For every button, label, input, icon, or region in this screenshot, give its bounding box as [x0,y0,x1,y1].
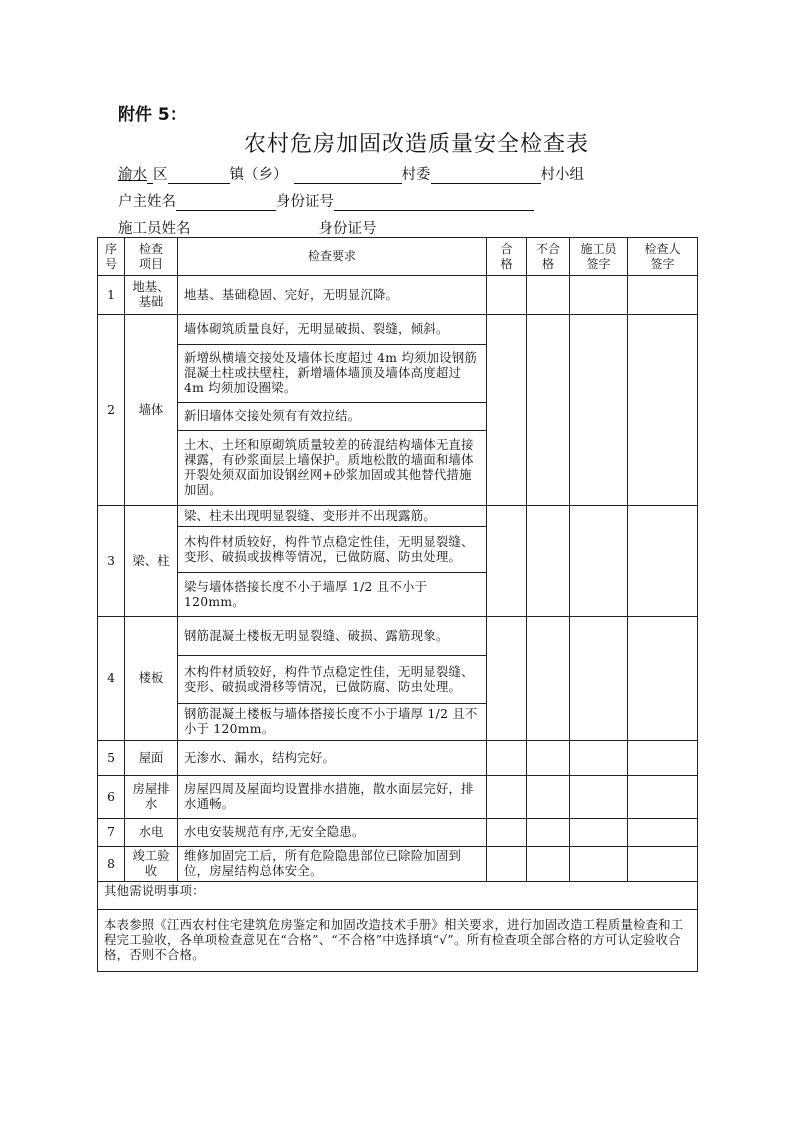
table-row [98,506,698,527]
row-item: 屋面 [125,741,178,776]
col-header-requirements: 检查要求 [178,238,487,276]
owner-name-field[interactable] [176,194,276,211]
row-item: 梁、柱 [125,506,178,617]
pass-cell[interactable] [487,276,527,315]
table-row [98,819,698,847]
row-requirement: 墙体砌筑质量良好，无明显破损、裂缝，倾斜。 [178,315,487,345]
col-header-fail: 不合 格 [527,238,570,276]
table-row [98,315,698,345]
inspector-sign-cell[interactable] [628,617,698,741]
town-label: 镇（乡） [229,167,288,183]
row-requirement: 新增纵横墙交接处及墙体长度超过 4m 均须加设钢筋混凝土柱或扶壁柱，新增墙体墙顶及墙体高度超过 4m 均须加设圈梁。 [178,345,487,403]
builder-name-field[interactable] [191,221,319,238]
inspector-sign-cell[interactable] [628,776,698,819]
row-requirement: 木构件材质较好，构件节点稳定性佳，无明显裂缝、变形、破损或拔榫等情况，已做防腐、防虫处理。 [178,527,487,573]
builder-sign-cell[interactable] [570,315,628,506]
row-requirement: 房屋四周及屋面均设置排水措施，散水面层完好，排水通畅。 [178,776,487,819]
owner-name-label: 户主姓名 [118,194,176,210]
inspector-sign-cell[interactable] [628,506,698,617]
footnote-row [98,910,698,972]
footnote-text: 本表参照《江西农村住宅建筑危房鉴定和加固改造技术手册》相关要求，进行加固改造工程质量检查和工程完工验收，各单项检查意见在“合格”、“不合格”中选择填“√”。所有检查项全部合格的方可认定验收合格，否则不合格。 [98,910,698,972]
fail-cell[interactable] [527,776,570,819]
row-requirement: 梁与墙体搭接长度不小于墙厚 1/2 且不小于 120mm。 [178,573,487,617]
row-item: 地基、基础 [125,276,178,315]
builder-sign-cell[interactable] [570,276,628,315]
builder-sign-cell[interactable] [570,819,628,847]
col-header-builder-sign: 施工员 签字 [570,238,628,276]
row-no: 7 [98,819,125,847]
village-committee-label: 村委 [401,167,431,183]
row-requirement: 维修加固完工后，所有危险隐患部位已除险加固到位，房屋结构总体安全。 [178,847,487,882]
col-header-pass: 合 格 [487,238,527,276]
row-requirement: 土木、土坯和原砌筑质量较差的砖混结构墙体无直接裸露，有砂浆面层上墙保护。质地松散的墙面和墙体开裂处须双面加设钢丝网+砂浆加固或其他替代措施加固。 [178,431,487,506]
row-no: 4 [98,617,125,741]
builder-sign-cell[interactable] [570,741,628,776]
other-notes-field[interactable] [98,882,698,910]
row-item: 房屋排水 [125,776,178,819]
builder-sign-cell[interactable] [570,847,628,882]
fail-cell[interactable] [527,315,570,506]
row-no: 1 [98,276,125,315]
district-prefix: 渝水 [118,167,147,183]
group-label: 村小组 [540,167,584,183]
village-committee-field[interactable] [294,167,402,184]
row-no: 5 [98,741,125,776]
table-row [98,847,698,882]
document-title: 农村危房加固改造质量安全检查表 [243,132,589,157]
builder-id-field[interactable] [377,221,571,238]
location-line [118,163,584,184]
pass-cell[interactable] [487,315,527,506]
fail-cell[interactable] [527,847,570,882]
row-requirement: 梁、柱未出现明显裂缝、变形并不出现露筋。 [178,506,487,527]
owner-id-label: 身份证号 [276,194,334,210]
fail-cell[interactable] [527,741,570,776]
inspector-sign-cell[interactable] [628,276,698,315]
inspector-sign-cell[interactable] [628,847,698,882]
builder-sign-cell[interactable] [570,776,628,819]
builder-line [118,217,571,238]
builder-sign-cell[interactable] [570,617,628,741]
row-requirement: 钢筋混凝土楼板无明显裂缝、破损、露筋现象。 [178,617,487,656]
town-field[interactable] [168,167,230,184]
row-requirement: 地基、基础稳固、完好，无明显沉降。 [178,276,487,315]
col-header-inspector-sign: 检查人 签字 [628,238,698,276]
row-requirement: 钢筋混凝土楼板与墙体搭接长度不小于墙厚 1/2 且不小于 120mm。 [178,704,487,741]
fail-cell[interactable] [527,819,570,847]
pass-cell[interactable] [487,506,527,617]
pass-cell[interactable] [487,847,527,882]
pass-cell[interactable] [487,741,527,776]
inspector-sign-cell[interactable] [628,819,698,847]
row-no: 3 [98,506,125,617]
row-requirement: 木构件材质较好，构件节点稳定性佳，无明显裂缝、变形、破损或滑移等情况，已做防腐、防虫处理。 [178,656,487,704]
table-row [98,741,698,776]
inspection-table [97,237,698,972]
row-item: 墙体 [125,315,178,506]
inspector-sign-cell[interactable] [628,741,698,776]
other-notes-label: 其他需说明事项： [104,884,205,898]
row-item: 水电 [125,819,178,847]
district-label: 区 [153,167,168,183]
owner-id-field[interactable] [334,194,534,211]
fail-cell[interactable] [527,276,570,315]
col-header-item: 检查 项目 [125,238,178,276]
table-row [98,776,698,819]
table-row [98,276,698,315]
row-item: 竣工验收 [125,847,178,882]
group-field[interactable] [431,167,541,184]
row-requirement: 无渗水、漏水，结构完好。 [178,741,487,776]
fail-cell[interactable] [527,506,570,617]
row-no: 8 [98,847,125,882]
row-no: 2 [98,315,125,506]
row-no: 6 [98,776,125,819]
col-header-no: 序 号 [98,238,125,276]
builder-sign-cell[interactable] [570,506,628,617]
pass-cell[interactable] [487,776,527,819]
builder-name-label: 施工员姓名 [118,221,191,237]
builder-id-label: 身份证号 [318,221,377,237]
pass-cell[interactable] [487,819,527,847]
attachment-label: 附件 5： [118,105,187,125]
row-requirement: 新旧墙体交接处须有有效拉结。 [178,403,487,431]
inspector-sign-cell[interactable] [628,315,698,506]
other-notes-row [98,882,698,910]
table-row [98,617,698,656]
pass-cell[interactable] [487,617,527,741]
table-header-row [98,238,698,276]
fail-cell[interactable] [527,617,570,741]
owner-line [118,190,534,211]
row-requirement: 水电安装规范有序,无安全隐患。 [178,819,487,847]
row-item: 楼板 [125,617,178,741]
